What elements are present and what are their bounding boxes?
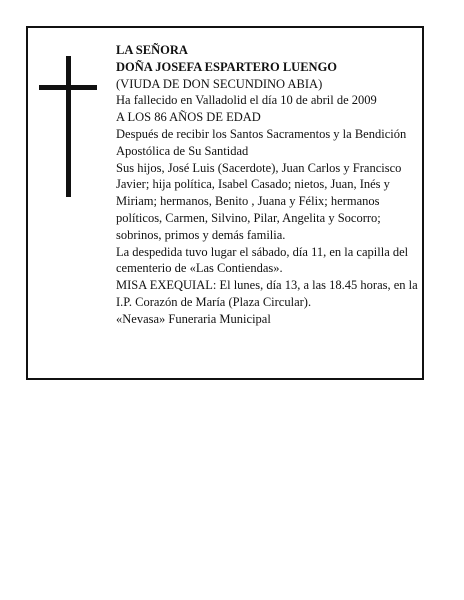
farewell-paragraph: La despedida tuvo lugar el sábado, día 11, en la capilla del cementerio de «Las Contiendas». [116, 244, 409, 276]
sacraments-paragraph: Después de recibir los Santos Sacramentos y la Bendición Apostólica de Su Santidad [116, 126, 407, 158]
age-line: A LOS 86 AÑOS DE EDAD [116, 110, 261, 125]
widow-of-line: (VIUDA DE DON SECUNDINO ABIA) [116, 76, 323, 91]
funeral-home-line: «Nevasa» Funeraria Municipal [116, 311, 271, 326]
cross-horizontal-bar [39, 85, 97, 90]
death-line: Ha fallecido en Valladolid el día 10 de abril de 2009 [116, 93, 377, 108]
deceased-name: DOÑA JOSEFA ESPARTERO LUENGO [116, 59, 338, 74]
cross-vertical-bar [66, 56, 71, 197]
family-paragraph: Sus hijos, José Luis (Sacerdote), Juan Carlos y Francisco Javier; hija política, Isabel Casado; nietos, Juan, Inés y Miriam; hermanos, Benito , Juana y Félix; hermanos políticos, Carmen, Silvino, Pilar, Angelita y Socorro; sobrinos, primos y demás familia. [116, 160, 402, 242]
mass-paragraph: MISA EXEQUIAL: El lunes, día 13, a las 18.45 horas, en la I.P. Corazón de María (Plaza Circular). [116, 278, 418, 309]
notice-title: LA SEÑORA [116, 43, 188, 57]
notice-text [116, 42, 422, 328]
obituary-notice [26, 26, 424, 380]
